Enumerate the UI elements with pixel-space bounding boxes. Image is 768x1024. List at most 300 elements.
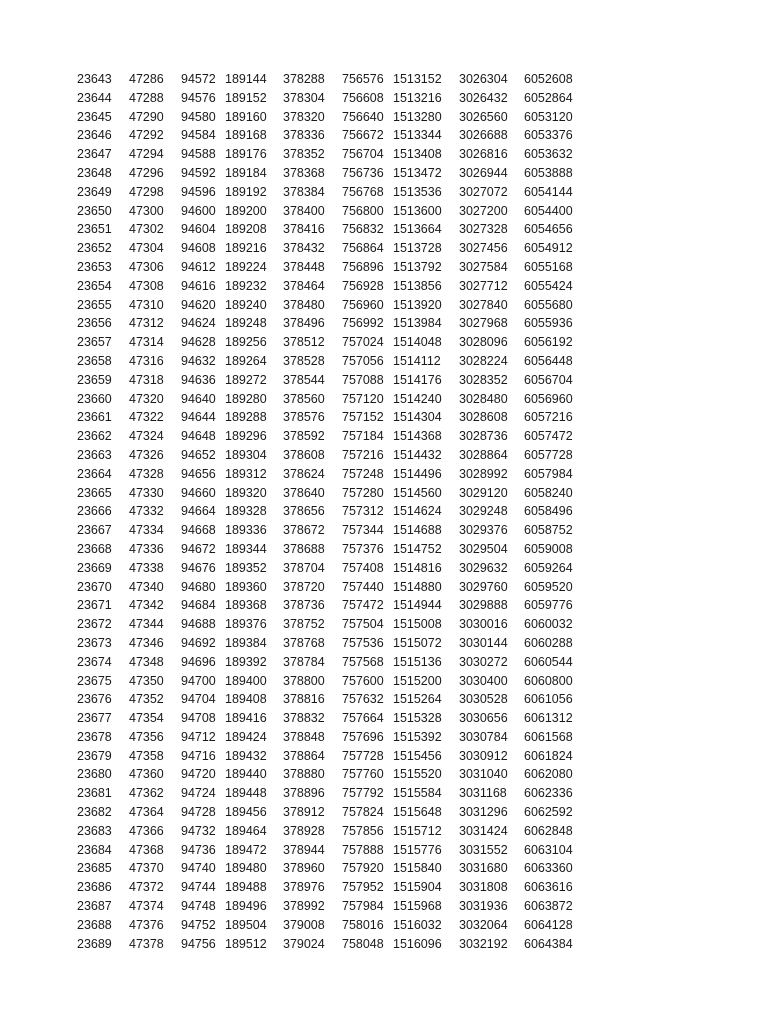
table-row [0,784,768,803]
table-cell: 47350 [129,673,164,688]
table-cell: 1513472 [393,165,442,180]
table-cell: 189352 [225,560,267,575]
table-cell: 189264 [225,353,267,368]
table-row [0,202,768,221]
table-cell: 23649 [77,184,112,199]
table-cell: 1513408 [393,147,442,162]
table-cell: 1515008 [393,617,442,632]
table-cell: 23665 [77,485,112,500]
table-row [0,164,768,183]
table-cell: 3029376 [459,523,508,538]
table-cell: 94696 [181,654,216,669]
table-cell: 47314 [129,335,164,350]
table-cell: 189280 [225,391,267,406]
table-cell: 94656 [181,466,216,481]
table-cell: 757568 [342,654,384,669]
table-cell: 189232 [225,278,267,293]
table-row [0,352,768,371]
table-cell: 6064128 [524,917,573,932]
table-cell: 189376 [225,617,267,632]
table-cell: 1516096 [393,936,442,951]
table-cell: 23670 [77,579,112,594]
table-cell: 757760 [342,767,384,782]
table-cell: 378368 [283,165,325,180]
table-cell: 189304 [225,447,267,462]
table-cell: 94672 [181,541,216,556]
table-cell: 3027584 [459,259,508,274]
table-row [0,126,768,145]
table-cell: 757088 [342,372,384,387]
table-cell: 94644 [181,410,216,425]
table-cell: 378496 [283,316,325,331]
table-cell: 23658 [77,353,112,368]
table-cell: 23671 [77,598,112,613]
table-row [0,690,768,709]
table-cell: 23644 [77,90,112,105]
table-cell: 47312 [129,316,164,331]
table-cell: 47348 [129,654,164,669]
table-cell: 378480 [283,297,325,312]
table-cell: 756608 [342,90,384,105]
table-cell: 3027712 [459,278,508,293]
table-cell: 189384 [225,635,267,650]
table-cell: 23678 [77,729,112,744]
table-cell: 1514432 [393,447,442,462]
table-cell: 757408 [342,560,384,575]
table-cell: 757696 [342,729,384,744]
table-cell: 47334 [129,523,164,538]
table-cell: 3032064 [459,917,508,932]
table-cell: 378352 [283,147,325,162]
table-cell: 1514368 [393,429,442,444]
table-cell: 189392 [225,654,267,669]
table-cell: 94584 [181,128,216,143]
table-row [0,709,768,728]
table-row [0,916,768,935]
table-cell: 378560 [283,391,325,406]
table-row [0,841,768,860]
table-cell: 47326 [129,447,164,462]
table-cell: 756800 [342,203,384,218]
table-cell: 757344 [342,523,384,538]
table-cell: 757248 [342,466,384,481]
table-cell: 756768 [342,184,384,199]
table-cell: 378928 [283,823,325,838]
table-cell: 3031296 [459,805,508,820]
table-cell: 757376 [342,541,384,556]
table-cell: 378784 [283,654,325,669]
table-cell: 756992 [342,316,384,331]
table-cell: 757440 [342,579,384,594]
table-cell: 94612 [181,259,216,274]
table-row [0,465,768,484]
table-cell: 378336 [283,128,325,143]
table-cell: 23679 [77,748,112,763]
table-cell: 757024 [342,335,384,350]
table-row [0,578,768,597]
table-cell: 94736 [181,842,216,857]
table-cell: 6062592 [524,805,573,820]
table-cell: 3032192 [459,936,508,951]
table-cell: 1514176 [393,372,442,387]
table-cell: 6055424 [524,278,573,293]
table-cell: 378880 [283,767,325,782]
table-cell: 378640 [283,485,325,500]
table-cell: 378704 [283,560,325,575]
table-cell: 6054912 [524,241,573,256]
table-cell: 47330 [129,485,164,500]
table-cell: 1515968 [393,899,442,914]
table-cell: 1515712 [393,823,442,838]
table-cell: 379024 [283,936,325,951]
table-row [0,615,768,634]
table-cell: 3030400 [459,673,508,688]
table-row [0,408,768,427]
table-cell: 189320 [225,485,267,500]
table-cell: 3029248 [459,504,508,519]
table-cell: 47346 [129,635,164,650]
table-cell: 189360 [225,579,267,594]
table-cell: 23651 [77,222,112,237]
table-cell: 94648 [181,429,216,444]
table-cell: 1515520 [393,767,442,782]
table-cell: 757600 [342,673,384,688]
table-cell: 94616 [181,278,216,293]
table-cell: 23657 [77,335,112,350]
table-cell: 189200 [225,203,267,218]
table-cell: 757280 [342,485,384,500]
table-cell: 23660 [77,391,112,406]
table-cell: 94632 [181,353,216,368]
table-row [0,446,768,465]
table-cell: 3028992 [459,466,508,481]
table-cell: 47342 [129,598,164,613]
table-row [0,747,768,766]
table-cell: 378432 [283,241,325,256]
table-cell: 3027200 [459,203,508,218]
table-cell: 189328 [225,504,267,519]
table-cell: 94592 [181,165,216,180]
table-cell: 6061568 [524,729,573,744]
table-cell: 6059008 [524,541,573,556]
table-cell: 23656 [77,316,112,331]
table-cell: 47354 [129,711,164,726]
table-cell: 189256 [225,335,267,350]
table-cell: 23674 [77,654,112,669]
table-cell: 3026432 [459,90,508,105]
table-cell: 378832 [283,711,325,726]
table-cell: 1513344 [393,128,442,143]
table-cell: 1513920 [393,297,442,312]
table-cell: 378688 [283,541,325,556]
table-cell: 756704 [342,147,384,162]
table-cell: 94716 [181,748,216,763]
table-cell: 189504 [225,917,267,932]
table-cell: 47328 [129,466,164,481]
table-cell: 189408 [225,692,267,707]
table-cell: 3029760 [459,579,508,594]
table-cell: 23677 [77,711,112,726]
table-cell: 94756 [181,936,216,951]
table-cell: 3031552 [459,842,508,857]
table-cell: 378400 [283,203,325,218]
table-cell: 757856 [342,823,384,838]
table-cell: 756640 [342,109,384,124]
table-cell: 3029888 [459,598,508,613]
table-cell: 378448 [283,259,325,274]
table-cell: 23673 [77,635,112,650]
table-cell: 23672 [77,617,112,632]
table-cell: 378752 [283,617,325,632]
table-cell: 47298 [129,184,164,199]
table-cell: 23682 [77,805,112,820]
table-cell: 189400 [225,673,267,688]
table-cell: 23684 [77,842,112,857]
table-cell: 6053888 [524,165,573,180]
table-cell: 6061824 [524,748,573,763]
table-cell: 189448 [225,786,267,801]
table-cell: 3031936 [459,899,508,914]
table-cell: 94704 [181,692,216,707]
table-cell: 1514496 [393,466,442,481]
table-cell: 47336 [129,541,164,556]
table-row [0,540,768,559]
table-cell: 6059264 [524,560,573,575]
table-cell: 3027328 [459,222,508,237]
table-cell: 94676 [181,560,216,575]
table-cell: 47344 [129,617,164,632]
table-cell: 6060544 [524,654,573,669]
table-cell: 378544 [283,372,325,387]
table-row [0,89,768,108]
table-cell: 94580 [181,109,216,124]
table-cell: 378736 [283,598,325,613]
table-cell: 94640 [181,391,216,406]
table-cell: 189176 [225,147,267,162]
table-cell: 23655 [77,297,112,312]
table-row [0,70,768,89]
table-cell: 378464 [283,278,325,293]
table-cell: 6061312 [524,711,573,726]
table-cell: 47362 [129,786,164,801]
table-cell: 47332 [129,504,164,519]
table-cell: 6052864 [524,90,573,105]
table-cell: 3031680 [459,861,508,876]
table-cell: 189472 [225,842,267,857]
table-cell: 23688 [77,917,112,932]
table-cell: 94712 [181,729,216,744]
table-cell: 379008 [283,917,325,932]
table-cell: 378608 [283,447,325,462]
table-cell: 23668 [77,541,112,556]
table-cell: 47304 [129,241,164,256]
table-cell: 189416 [225,711,267,726]
table-cell: 189168 [225,128,267,143]
table-row [0,596,768,615]
table-cell: 23643 [77,72,112,86]
table-cell: 94652 [181,447,216,462]
table-cell: 94620 [181,297,216,312]
table-row [0,258,768,277]
table-cell: 189512 [225,936,267,951]
table-cell: 756832 [342,222,384,237]
table-cell: 378656 [283,504,325,519]
table-cell: 1515584 [393,786,442,801]
table-cell: 3030144 [459,635,508,650]
table-cell: 6056448 [524,353,573,368]
table-cell: 23654 [77,278,112,293]
table-cell: 757728 [342,748,384,763]
table-cell: 47288 [129,90,164,105]
table-cell: 758048 [342,936,384,951]
table-cell: 6063872 [524,899,573,914]
table-row [0,935,768,954]
table-cell: 94636 [181,372,216,387]
table-row [0,728,768,747]
table-cell: 47356 [129,729,164,744]
table-cell: 3030528 [459,692,508,707]
table-cell: 1514048 [393,335,442,350]
table-cell: 189216 [225,241,267,256]
table-cell: 1514560 [393,485,442,500]
table-cell: 47290 [129,109,164,124]
table-cell: 3026304 [459,72,508,86]
table-cell: 756736 [342,165,384,180]
table-row [0,653,768,672]
table-cell: 47340 [129,579,164,594]
table-row [0,371,768,390]
table-cell: 189312 [225,466,267,481]
table-cell: 47320 [129,391,164,406]
table-cell: 378848 [283,729,325,744]
table-cell: 189336 [225,523,267,538]
table-cell: 189344 [225,541,267,556]
table-cell: 3030016 [459,617,508,632]
table-cell: 1515392 [393,729,442,744]
table-cell: 3028608 [459,410,508,425]
table-cell: 3030784 [459,729,508,744]
table-cell: 6059520 [524,579,573,594]
table-cell: 1513856 [393,278,442,293]
table-cell: 3028736 [459,429,508,444]
table-cell: 757472 [342,598,384,613]
table-cell: 189456 [225,805,267,820]
table-row [0,220,768,239]
table-cell: 1514240 [393,391,442,406]
table-cell: 1514880 [393,579,442,594]
table-cell: 6054400 [524,203,573,218]
table-cell: 1513536 [393,184,442,199]
table-cell: 6056960 [524,391,573,406]
table-cell: 47360 [129,767,164,782]
table-cell: 6063616 [524,880,573,895]
table-cell: 1515264 [393,692,442,707]
table-cell: 23664 [77,466,112,481]
table-cell: 757792 [342,786,384,801]
table-cell: 47366 [129,823,164,838]
table-cell: 3030912 [459,748,508,763]
table-cell: 189488 [225,880,267,895]
table-cell: 378624 [283,466,325,481]
table-cell: 6062848 [524,823,573,838]
table-cell: 1514304 [393,410,442,425]
table-cell: 756576 [342,72,384,86]
table-cell: 757920 [342,861,384,876]
table-cell: 6054656 [524,222,573,237]
table-cell: 3027072 [459,184,508,199]
table-cell: 1515072 [393,635,442,650]
table-cell: 23666 [77,504,112,519]
table-cell: 94752 [181,917,216,932]
table-cell: 23650 [77,203,112,218]
table-cell: 1515840 [393,861,442,876]
table-cell: 1514944 [393,598,442,613]
table-cell: 47368 [129,842,164,857]
table-row [0,502,768,521]
table-cell: 47310 [129,297,164,312]
table-row [0,145,768,164]
table-cell: 3030272 [459,654,508,669]
table-cell: 3031040 [459,767,508,782]
table-cell: 47322 [129,410,164,425]
table-cell: 6062080 [524,767,573,782]
table-cell: 23683 [77,823,112,838]
table-cell: 378912 [283,805,325,820]
table-cell: 23648 [77,165,112,180]
table-cell: 189192 [225,184,267,199]
table-cell: 757056 [342,353,384,368]
table-cell: 378864 [283,748,325,763]
table-cell: 189288 [225,410,267,425]
table-row [0,897,768,916]
table-cell: 189496 [225,899,267,914]
table-cell: 47374 [129,899,164,914]
table-cell: 378512 [283,335,325,350]
table-row [0,183,768,202]
table-cell: 757632 [342,692,384,707]
table-cell: 6058496 [524,504,573,519]
table-cell: 378992 [283,899,325,914]
table-cell: 757120 [342,391,384,406]
table-cell: 378720 [283,579,325,594]
table-cell: 94748 [181,899,216,914]
table-cell: 6060032 [524,617,573,632]
table-cell: 6055936 [524,316,573,331]
table-cell: 1515328 [393,711,442,726]
table-cell: 1514112 [393,353,441,368]
table-row [0,878,768,897]
table-cell: 94684 [181,598,216,613]
table-cell: 6055680 [524,297,573,312]
table-cell: 3026816 [459,147,508,162]
table-cell: 756672 [342,128,384,143]
table-cell: 3027840 [459,297,508,312]
table-cell: 378672 [283,523,325,538]
table-cell: 1515776 [393,842,442,857]
table-cell: 1514624 [393,504,442,519]
table-cell: 189272 [225,372,267,387]
table-cell: 94740 [181,861,216,876]
table-cell: 758016 [342,917,384,932]
table-cell: 47296 [129,165,164,180]
table-cell: 757504 [342,617,384,632]
table-row [0,634,768,653]
table-cell: 6064384 [524,936,573,951]
table-cell: 94724 [181,786,216,801]
table-row [0,277,768,296]
table-cell: 1515136 [393,654,442,669]
table-cell: 23681 [77,786,112,801]
